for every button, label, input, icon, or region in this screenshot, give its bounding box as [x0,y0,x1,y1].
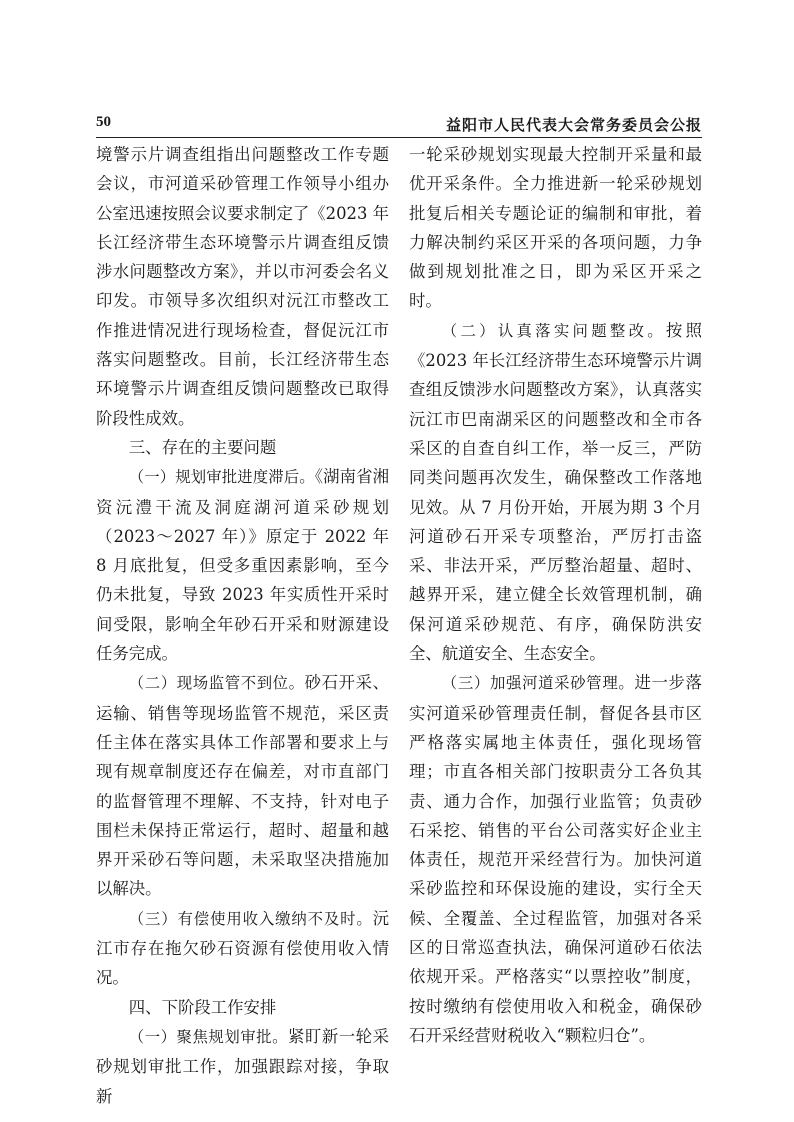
issue-2-lead: （二）现场监管不到位。 [128,674,305,693]
right-column [409,140,702,1050]
issue-2-text: 砂石开采、运输、销售等现场监管不规范，采区责任主体在落实具体工作部署和要求上与现有规章制度还存在偏差，对市直部门的监督管理不理解、不支持，针对电子围栏未保持正常运行，超时、超量和越界开采砂石等问题，未采取坚决措施加以解决。 [96,673,389,899]
paragraph-issue-1 [96,462,389,668]
issue-3-text: 沅江市存在拖欠砂石资源有偿使用收入情况。 [96,908,389,988]
plan-2-lead: （二）认真落实问题整改。 [441,321,666,340]
publication-title: 益阳市人民代表大会常务委员会公报 [445,116,702,134]
plan-1-lead: （一）聚焦规划审批。 [128,1027,288,1046]
paragraph-plan-2 [409,316,702,669]
section-heading-next-steps: 四、下阶段工作安排 [128,997,277,1017]
left-column [96,140,389,1111]
paragraph-issue-2 [96,668,389,903]
header-rule [96,137,702,138]
page-number: 50 [96,114,111,130]
issue-3-lead: （三）有偿使用收入缴纳不及时。 [128,909,373,928]
section-heading-issues: 三、存在的主要问题 [128,437,277,457]
paragraph-continuation: 境警示片调查组指出问题整改工作专题会议，市河道采砂管理工作领导小组办公室迅速按照会议要求制定了《2023 年长江经济带生态环境警示片调查组反馈涉水问题整改方案》，并以市河委会名义印发。市领导多次组织对沅江市整改工作推进情况进行现场检查，督促沅江市落实问题整改。目前，长江经济带生态环境警示片调查组反馈问题整改已取得阶段性成效。 [96,145,389,428]
issue-1-text: 《湖南省湘资沅澧干流及洞庭湖河道采砂规划（2023～2027 年）》原定于 2022 年 8 月底批复，但受多重因素影响，至今仍未批复，导致 2023 年实质性开采时间受限，影响全年砂石开采和财源建设任务完成。 [96,467,389,664]
plan-1-text: 紧盯新一轮采砂规划审批工作，加强跟踪对接，争取新 [96,1026,389,1106]
plan-3-text: 进一步落实河道采砂管理责任制，督促各县市区严格落实属地主体责任，强化现场管理；市直各相关部门按职责分工各负其责、通力合作，加强行业监管；负责砂石采挖、销售的平台公司落实好企业主体责任，规范开采经营行为。加快河道采砂监控和环保设施的建设，实行全天候、全覆盖、全过程监管，加强对各采区的日常巡查执法，确保河道砂石依法依规开采。严格落实“以票控收”制度，按时缴纳有偿使用收入和税金，确保砂石开采经营财税收入“颗粒归仓”。 [409,673,702,1045]
paragraph-plan-3 [409,668,702,1050]
plan-2-text: 按照《2023 年长江经济带生态环境警示片调查组反馈涉水问题整改方案》，认真落实沅江市巴南湖采区的问题整改和全市各采区的自查自纠工作，举一反三，严防同类问题再次发生，确保整改工作落地见效。从 7 月份开始，开展为期 3 个月河道砂石开采专项整治，严厉打击盗采、非法开采，严厉整治超量、超时、越界开采，建立健全长效管理机制，确保河道采砂规范、有序，确保防洪安全、航道安全、生态安全。 [409,320,702,664]
issue-1-lead: （一）规划审批进度滞后。 [128,468,315,487]
paragraph-plan-1-continued: 一轮采砂规划实现最大控制开采量和最优开采条件。全力推进新一轮采砂规划批复后相关专题论证的编制和审批，着力解决制约采区开采的各项问题，力争做到规划批准之日，即为采区开采之时。 [409,145,702,311]
paragraph-plan-1 [96,1022,389,1111]
plan-3-lead: （三）加强河道采砂管理。 [441,674,635,693]
paragraph-issue-3 [96,904,389,993]
page-header [96,114,702,136]
